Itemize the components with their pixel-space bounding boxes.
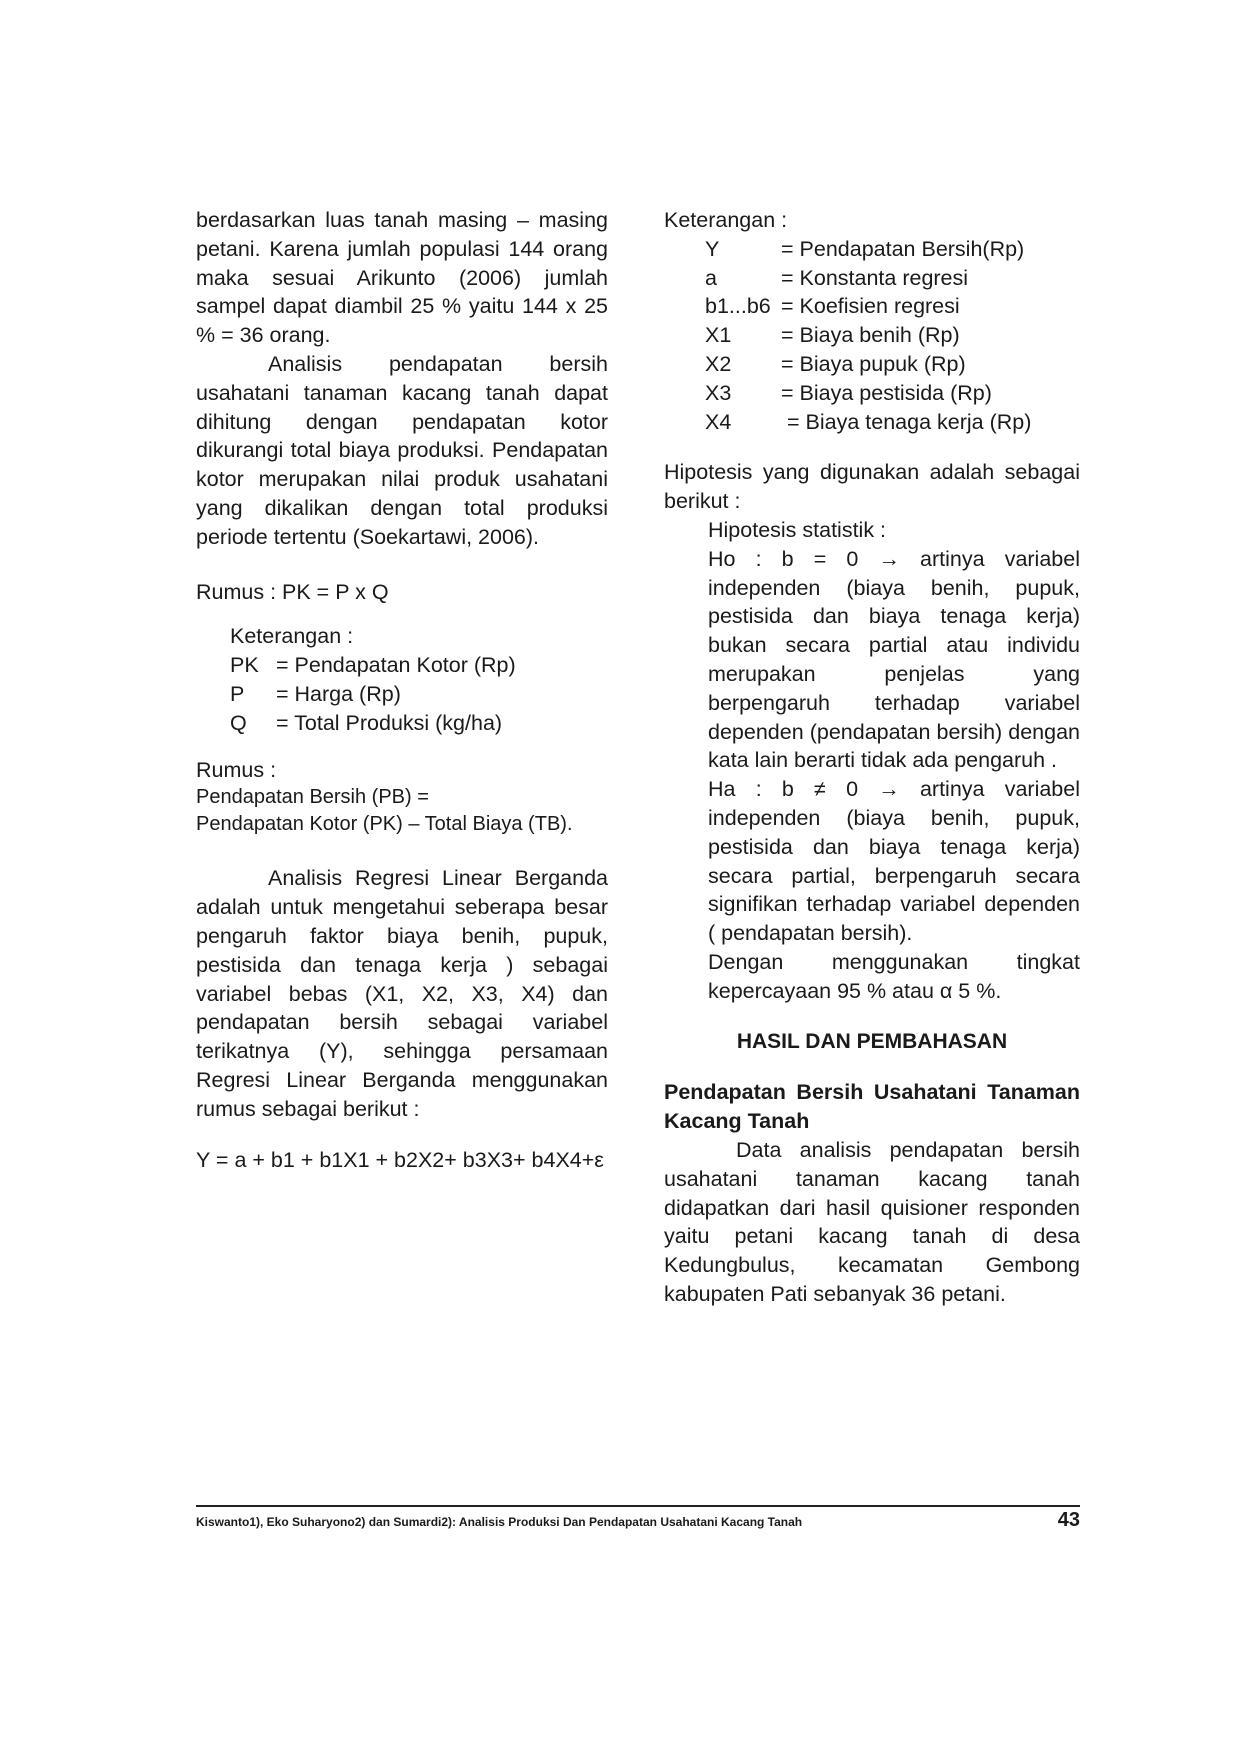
legend-row: X3 = Biaya pestisida (Rp) <box>705 380 992 405</box>
legend-row: X1 = Biaya benih (Rp) <box>705 323 960 348</box>
legend-row: P = Harga (Rp) <box>230 681 401 706</box>
paragraph-sampling: berdasarkan luas tanah masing – masing petani. Karena jumlah populasi 144 orang maka sesuai Arikunto (2006) jumlah sampel dapat diambil 25 % yaitu 144 x 25 % = 36 orang. <box>196 208 608 348</box>
regression-equation: Y = a + b1 + b1X1 + b2X2+ b3X3+ b4X4+ε <box>196 1147 604 1172</box>
section-heading: HASIL DAN PEMBAHASAN <box>736 1029 1008 1053</box>
legend-title: Keterangan : <box>230 624 354 649</box>
formula-pk: Rumus : PK = P x Q <box>196 579 389 604</box>
hypothesis-statistic-label: Hipotesis statistik : <box>708 517 887 542</box>
paragraph-analisis-pendapatan: Analisis pendapatan bersih usahatani tanaman kacang tanah dapat dihitung dengan pendapatan kotor dikurangi total biaya produksi. Pendapatan kotor merupakan nilai produk usahatani yang dikalikan dengan total produksi periode tertentu (Soekartawi, 2006). <box>196 351 608 549</box>
legend-title: Keterangan : <box>664 208 788 232</box>
page-number: 43 <box>1057 1509 1080 1531</box>
right-column <box>664 206 1080 1309</box>
formula-pb-line1: Pendapatan Bersih (PB) = <box>196 786 429 809</box>
hypothesis-h0: Ho : b = 0 → artinya variabel independen (biaya benih, pupuk, pestisida dan biaya tenaga kerja) bukan secara partial atau individu merupakan penjelas yang berpengaruh terhadap variabel dependen (pendapatan bersih) dengan kata lain berarti tidak ada pengaruh . <box>708 546 1080 773</box>
legend-row: X4 = Biaya tenaga kerja (Rp) <box>705 409 1032 434</box>
paragraph-data: Data analisis pendapatan bersih usahatani tanaman kacang tanah didapatkan dari hasil quisioner responden yaitu petani kacang tanah di desa Kedungbulus, kecamatan Gembong kabupaten Pati sebanyak 36 petani. <box>664 1137 1080 1306</box>
legend-row: Q = Total Produksi (kg/ha) <box>230 710 503 735</box>
legend-row: Y = Pendapatan Bersih(Rp) <box>705 236 1025 261</box>
hypothesis-ha: Ha : b ≠ 0 → artinya variabel independen (biaya benih, pupuk, pestisida dan biaya tenaga kerja) secara partial, berpengaruh secara signifikan terhadap variabel dependen ( pendapatan bersih). <box>708 777 1080 946</box>
legend-row: X2 = Biaya pupuk (Rp) <box>705 351 966 376</box>
page-footer <box>196 1505 1080 1531</box>
paragraph-regresi: Analisis Regresi Linear Berganda adalah untuk mengetahui seberapa besar pengaruh faktor biaya benih, pupuk, pestisida dan tenaga kerja ) sebagai variabel bebas (X1, X2, X3, X4) dan pendapatan bersih sebagai variabel terikatnya (Y), sehingga persamaan Regresi Linear Berganda menggunakan rumus sebagai berikut : <box>196 866 608 1121</box>
hypothesis-block <box>664 516 1080 1006</box>
legend-row: PK = Pendapatan Kotor (Rp) <box>230 653 516 678</box>
legend-pk <box>196 622 608 737</box>
footer-citation: Kiswanto1), Eko Suharyono2) dan Sumardi2): Analisis Produksi Dan Pendapatan Usahatani Kacang Tanah <box>196 1515 803 1529</box>
formula-pb-line2: Pendapatan Kotor (PK) – Total Biaya (TB). <box>196 813 573 836</box>
legend-row: a = Konstanta regresi <box>705 265 969 290</box>
formula-pb-label: Rumus : <box>196 757 277 782</box>
subsection-heading: Pendapatan Bersih Usahatani Tanaman Kacang Tanah <box>664 1080 1080 1134</box>
legend-regresi <box>664 235 1080 437</box>
confidence-level: Dengan menggunakan tingkat kepercayaan 95 % atau α 5 %. <box>708 949 1080 1003</box>
hypothesis-intro: Hipotesis yang digunakan adalah sebagai berikut : <box>664 460 1080 514</box>
legend-row: b1...b6 = Koefisien regresi <box>705 294 960 319</box>
left-column <box>196 206 608 1174</box>
